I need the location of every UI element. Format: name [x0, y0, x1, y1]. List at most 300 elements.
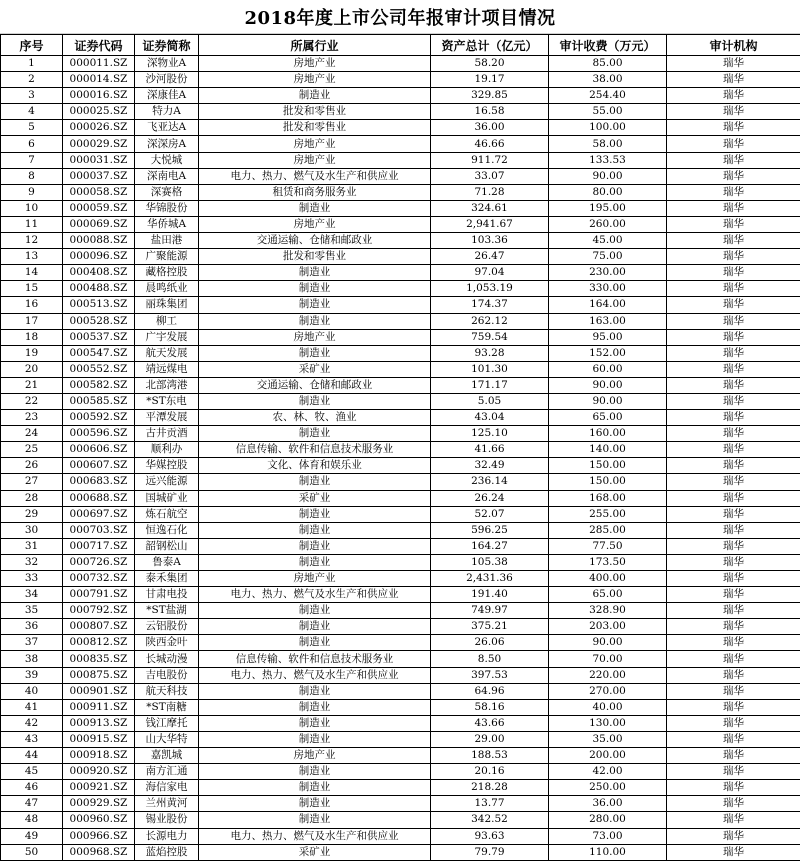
total-assets-cell: 93.63	[431, 828, 549, 844]
audit-fee-cell: 100.00	[549, 120, 667, 136]
col-header-fee: 审计收费（万元）	[549, 35, 667, 56]
audit-fee-cell: 60.00	[549, 361, 667, 377]
stock-name-cell: 特力A	[135, 104, 199, 120]
stock-name-cell: 泰禾集团	[135, 571, 199, 587]
audit-firm-cell: 瑞华	[667, 361, 800, 377]
audit-firm-cell: 瑞华	[667, 249, 800, 265]
audit-fee-cell: 75.00	[549, 249, 667, 265]
row-index-cell: 10	[1, 200, 63, 216]
stock-code-cell: 000026.SZ	[63, 120, 135, 136]
stock-name-cell: 吉电股份	[135, 667, 199, 683]
audit-fee-cell: 328.90	[549, 603, 667, 619]
stock-code-cell: 000697.SZ	[63, 506, 135, 522]
row-index-cell: 16	[1, 297, 63, 313]
stock-name-cell: 深深房A	[135, 136, 199, 152]
audit-fee-cell: 160.00	[549, 426, 667, 442]
table-row	[1, 651, 800, 667]
table-row	[1, 522, 800, 538]
row-index-cell: 8	[1, 168, 63, 184]
audit-firm-cell: 瑞华	[667, 828, 800, 844]
stock-name-cell: 深物业A	[135, 56, 199, 72]
stock-name-cell: 丽珠集团	[135, 297, 199, 313]
table-row	[1, 635, 800, 651]
industry-cell: 电力、热力、燃气及水生产和供应业	[199, 587, 431, 603]
audit-firm-cell: 瑞华	[667, 587, 800, 603]
industry-cell: 交通运输、仓储和邮政业	[199, 233, 431, 249]
table-row	[1, 603, 800, 619]
industry-cell: 制造业	[199, 635, 431, 651]
audit-firm-cell: 瑞华	[667, 458, 800, 474]
stock-name-cell: *ST南糖	[135, 699, 199, 715]
stock-name-cell: 陕西金叶	[135, 635, 199, 651]
total-assets-cell: 43.66	[431, 715, 549, 731]
table-row	[1, 426, 800, 442]
total-assets-cell: 93.28	[431, 345, 549, 361]
audit-fee-cell: 95.00	[549, 329, 667, 345]
audit-firm-cell: 瑞华	[667, 442, 800, 458]
audit-fee-cell: 38.00	[549, 72, 667, 88]
industry-cell: 制造业	[199, 715, 431, 731]
industry-cell: 采矿业	[199, 490, 431, 506]
total-assets-cell: 262.12	[431, 313, 549, 329]
table-row	[1, 168, 800, 184]
stock-code-cell: 000606.SZ	[63, 442, 135, 458]
audit-firm-cell: 瑞华	[667, 168, 800, 184]
row-index-cell: 11	[1, 216, 63, 232]
audit-fee-cell: 130.00	[549, 715, 667, 731]
table-row	[1, 538, 800, 554]
audit-fee-cell: 173.50	[549, 554, 667, 570]
row-index-cell: 15	[1, 281, 63, 297]
row-index-cell: 24	[1, 426, 63, 442]
table-row	[1, 748, 800, 764]
row-index-cell: 2	[1, 72, 63, 88]
table-row	[1, 88, 800, 104]
stock-code-cell: 000528.SZ	[63, 313, 135, 329]
stock-name-cell: 甘肃电投	[135, 587, 199, 603]
stock-code-cell: 000913.SZ	[63, 715, 135, 731]
stock-code-cell: 000968.SZ	[63, 844, 135, 860]
table-row	[1, 619, 800, 635]
row-index-cell: 37	[1, 635, 63, 651]
audit-fee-cell: 90.00	[549, 635, 667, 651]
row-index-cell: 50	[1, 844, 63, 860]
row-index-cell: 6	[1, 136, 63, 152]
industry-cell: 制造业	[199, 603, 431, 619]
audit-fee-cell: 230.00	[549, 265, 667, 281]
table-row	[1, 812, 800, 828]
total-assets-cell: 188.53	[431, 748, 549, 764]
stock-name-cell: 长城动漫	[135, 651, 199, 667]
stock-name-cell: 柳工	[135, 313, 199, 329]
table-row	[1, 458, 800, 474]
industry-cell: 制造业	[199, 522, 431, 538]
stock-name-cell: 远兴能源	[135, 474, 199, 490]
audit-firm-cell: 瑞华	[667, 474, 800, 490]
stock-code-cell: 000059.SZ	[63, 200, 135, 216]
table-row	[1, 699, 800, 715]
stock-name-cell: 山大华特	[135, 731, 199, 747]
col-header-index: 序号	[1, 35, 63, 56]
row-index-cell: 29	[1, 506, 63, 522]
table-row	[1, 329, 800, 345]
stock-code-cell: 000014.SZ	[63, 72, 135, 88]
stock-name-cell: 南方汇通	[135, 764, 199, 780]
table-row	[1, 184, 800, 200]
stock-code-cell: 000596.SZ	[63, 426, 135, 442]
table-row	[1, 715, 800, 731]
industry-cell: 房地产业	[199, 56, 431, 72]
row-index-cell: 27	[1, 474, 63, 490]
table-row	[1, 780, 800, 796]
row-index-cell: 39	[1, 667, 63, 683]
stock-name-cell: 航天发展	[135, 345, 199, 361]
total-assets-cell: 101.30	[431, 361, 549, 377]
stock-code-cell: 000607.SZ	[63, 458, 135, 474]
audit-firm-cell: 瑞华	[667, 200, 800, 216]
total-assets-cell: 52.07	[431, 506, 549, 522]
audit-fee-cell: 280.00	[549, 812, 667, 828]
audit-fee-cell: 90.00	[549, 377, 667, 393]
total-assets-cell: 19.17	[431, 72, 549, 88]
stock-name-cell: 平潭发展	[135, 410, 199, 426]
audit-firm-cell: 瑞华	[667, 216, 800, 232]
audit-firm-cell: 瑞华	[667, 329, 800, 345]
row-index-cell: 41	[1, 699, 63, 715]
total-assets-cell: 218.28	[431, 780, 549, 796]
audit-fee-cell: 220.00	[549, 667, 667, 683]
audit-fee-cell: 65.00	[549, 587, 667, 603]
stock-code-cell: 000069.SZ	[63, 216, 135, 232]
stock-name-cell: 顺利办	[135, 442, 199, 458]
audit-firm-cell: 瑞华	[667, 393, 800, 409]
industry-cell: 房地产业	[199, 152, 431, 168]
total-assets-cell: 58.16	[431, 699, 549, 715]
audit-fee-cell: 65.00	[549, 410, 667, 426]
stock-name-cell: 深赛格	[135, 184, 199, 200]
stock-code-cell: 000011.SZ	[63, 56, 135, 72]
stock-code-cell: 000037.SZ	[63, 168, 135, 184]
total-assets-cell: 236.14	[431, 474, 549, 490]
audit-fee-cell: 400.00	[549, 571, 667, 587]
table-row	[1, 764, 800, 780]
row-index-cell: 42	[1, 715, 63, 731]
stock-code-cell: 000920.SZ	[63, 764, 135, 780]
title-row	[0, 0, 800, 34]
stock-code-cell: 000901.SZ	[63, 683, 135, 699]
audit-fee-cell: 133.53	[549, 152, 667, 168]
table-row	[1, 120, 800, 136]
table-row	[1, 393, 800, 409]
col-header-industry: 所属行业	[199, 35, 431, 56]
audit-firm-cell: 瑞华	[667, 731, 800, 747]
row-index-cell: 46	[1, 780, 63, 796]
stock-code-cell: 000408.SZ	[63, 265, 135, 281]
industry-cell: 制造业	[199, 281, 431, 297]
audit-fee-cell: 270.00	[549, 683, 667, 699]
industry-cell: 制造业	[199, 297, 431, 313]
stock-name-cell: 广聚能源	[135, 249, 199, 265]
industry-cell: 制造业	[199, 426, 431, 442]
audit-firm-cell: 瑞华	[667, 56, 800, 72]
audit-fee-cell: 42.00	[549, 764, 667, 780]
audit-fee-cell: 80.00	[549, 184, 667, 200]
stock-code-cell: 000088.SZ	[63, 233, 135, 249]
col-header-name: 证券简称	[135, 35, 199, 56]
stock-code-cell: 000835.SZ	[63, 651, 135, 667]
col-header-assets: 资产总计（亿元）	[431, 35, 549, 56]
total-assets-cell: 911.72	[431, 152, 549, 168]
audit-fee-cell: 250.00	[549, 780, 667, 796]
industry-cell: 制造业	[199, 345, 431, 361]
total-assets-cell: 29.00	[431, 731, 549, 747]
audit-fee-cell: 285.00	[549, 522, 667, 538]
row-index-cell: 36	[1, 619, 63, 635]
audit-fee-cell: 35.00	[549, 731, 667, 747]
audit-firm-cell: 瑞华	[667, 136, 800, 152]
audit-firm-cell: 瑞华	[667, 490, 800, 506]
industry-cell: 租赁和商务服务业	[199, 184, 431, 200]
audit-firm-cell: 瑞华	[667, 522, 800, 538]
table-row	[1, 683, 800, 699]
row-index-cell: 4	[1, 104, 63, 120]
stock-code-cell: 000025.SZ	[63, 104, 135, 120]
audit-fee-cell: 200.00	[549, 748, 667, 764]
total-assets-cell: 26.06	[431, 635, 549, 651]
stock-code-cell: 000921.SZ	[63, 780, 135, 796]
industry-cell: 采矿业	[199, 361, 431, 377]
table-row	[1, 844, 800, 860]
row-index-cell: 32	[1, 554, 63, 570]
total-assets-cell: 43.04	[431, 410, 549, 426]
stock-name-cell: 韶钢松山	[135, 538, 199, 554]
audit-fee-cell: 73.00	[549, 828, 667, 844]
audit-firm-cell: 瑞华	[667, 120, 800, 136]
header-row	[1, 35, 800, 56]
industry-cell: 制造业	[199, 200, 431, 216]
total-assets-cell: 79.79	[431, 844, 549, 860]
audit-fee-cell: 163.00	[549, 313, 667, 329]
table-row	[1, 828, 800, 844]
table-row	[1, 56, 800, 72]
audit-firm-cell: 瑞华	[667, 651, 800, 667]
table-row	[1, 249, 800, 265]
stock-name-cell: 沙河股份	[135, 72, 199, 88]
row-index-cell: 5	[1, 120, 63, 136]
industry-cell: 制造业	[199, 619, 431, 635]
audit-fee-cell: 168.00	[549, 490, 667, 506]
total-assets-cell: 36.00	[431, 120, 549, 136]
stock-code-cell: 000488.SZ	[63, 281, 135, 297]
industry-cell: 批发和零售业	[199, 104, 431, 120]
audit-firm-cell: 瑞华	[667, 233, 800, 249]
stock-name-cell: 深康佳A	[135, 88, 199, 104]
stock-code-cell: 000058.SZ	[63, 184, 135, 200]
audit-fee-cell: 77.50	[549, 538, 667, 554]
audit-firm-cell: 瑞华	[667, 780, 800, 796]
audit-firm-cell: 瑞华	[667, 683, 800, 699]
industry-cell: 电力、热力、燃气及水生产和供应业	[199, 667, 431, 683]
row-index-cell: 7	[1, 152, 63, 168]
industry-cell: 制造业	[199, 474, 431, 490]
total-assets-cell: 26.47	[431, 249, 549, 265]
stock-code-cell: 000592.SZ	[63, 410, 135, 426]
stock-name-cell: 华侨城A	[135, 216, 199, 232]
stock-code-cell: 000929.SZ	[63, 796, 135, 812]
industry-cell: 制造业	[199, 796, 431, 812]
row-index-cell: 40	[1, 683, 63, 699]
stock-code-cell: 000726.SZ	[63, 554, 135, 570]
stock-name-cell: 嘉凯城	[135, 748, 199, 764]
industry-cell: 交通运输、仓储和邮政业	[199, 377, 431, 393]
industry-cell: 制造业	[199, 88, 431, 104]
industry-cell: 制造业	[199, 554, 431, 570]
audit-fee-cell: 58.00	[549, 136, 667, 152]
total-assets-cell: 164.27	[431, 538, 549, 554]
total-assets-cell: 20.16	[431, 764, 549, 780]
total-assets-cell: 32.49	[431, 458, 549, 474]
table-row	[1, 104, 800, 120]
stock-name-cell: 长源电力	[135, 828, 199, 844]
stock-name-cell: 兰州黄河	[135, 796, 199, 812]
stock-name-cell: 深南电A	[135, 168, 199, 184]
industry-cell: 批发和零售业	[199, 120, 431, 136]
table-row	[1, 152, 800, 168]
table-row	[1, 796, 800, 812]
stock-name-cell: 蓝焰控股	[135, 844, 199, 860]
industry-cell: 制造业	[199, 780, 431, 796]
total-assets-cell: 97.04	[431, 265, 549, 281]
industry-cell: 电力、热力、燃气及水生产和供应业	[199, 828, 431, 844]
table-row	[1, 345, 800, 361]
total-assets-cell: 342.52	[431, 812, 549, 828]
industry-cell: 房地产业	[199, 748, 431, 764]
audit-firm-cell: 瑞华	[667, 635, 800, 651]
col-header-code: 证券代码	[63, 35, 135, 56]
table-row	[1, 200, 800, 216]
stock-code-cell: 000547.SZ	[63, 345, 135, 361]
total-assets-cell: 16.58	[431, 104, 549, 120]
stock-code-cell: 000582.SZ	[63, 377, 135, 393]
stock-code-cell: 000513.SZ	[63, 297, 135, 313]
audit-firm-cell: 瑞华	[667, 571, 800, 587]
stock-code-cell: 000732.SZ	[63, 571, 135, 587]
table-row	[1, 442, 800, 458]
table-row	[1, 731, 800, 747]
audit-firm-cell: 瑞华	[667, 265, 800, 281]
table-row	[1, 587, 800, 603]
stock-code-cell: 000911.SZ	[63, 699, 135, 715]
audit-fee-cell: 110.00	[549, 844, 667, 860]
total-assets-cell: 13.77	[431, 796, 549, 812]
row-index-cell: 13	[1, 249, 63, 265]
total-assets-cell: 41.66	[431, 442, 549, 458]
audit-firm-cell: 瑞华	[667, 297, 800, 313]
table-row	[1, 490, 800, 506]
total-assets-cell: 125.10	[431, 426, 549, 442]
row-index-cell: 17	[1, 313, 63, 329]
industry-cell: 电力、热力、燃气及水生产和供应业	[199, 168, 431, 184]
stock-name-cell: 锡业股份	[135, 812, 199, 828]
stock-name-cell: 华锦股份	[135, 200, 199, 216]
table-row	[1, 297, 800, 313]
audit-firm-cell: 瑞华	[667, 377, 800, 393]
audit-firm-cell: 瑞华	[667, 345, 800, 361]
audit-firm-cell: 瑞华	[667, 313, 800, 329]
row-index-cell: 19	[1, 345, 63, 361]
audit-firm-cell: 瑞华	[667, 88, 800, 104]
stock-code-cell: 000812.SZ	[63, 635, 135, 651]
stock-code-cell: 000016.SZ	[63, 88, 135, 104]
page-title: 2018年度上市公司年报审计项目情况	[244, 7, 556, 29]
audit-firm-cell: 瑞华	[667, 554, 800, 570]
audit-firm-cell: 瑞华	[667, 184, 800, 200]
stock-name-cell: 飞亚达A	[135, 120, 199, 136]
industry-cell: 制造业	[199, 699, 431, 715]
total-assets-cell: 397.53	[431, 667, 549, 683]
stock-code-cell: 000552.SZ	[63, 361, 135, 377]
total-assets-cell: 103.36	[431, 233, 549, 249]
row-index-cell: 44	[1, 748, 63, 764]
table-row	[1, 216, 800, 232]
audit-table	[0, 34, 800, 861]
stock-code-cell: 000915.SZ	[63, 731, 135, 747]
stock-code-cell: 000791.SZ	[63, 587, 135, 603]
audit-fee-cell: 90.00	[549, 393, 667, 409]
total-assets-cell: 58.20	[431, 56, 549, 72]
table-row	[1, 554, 800, 570]
table-row	[1, 281, 800, 297]
stock-name-cell: 国城矿业	[135, 490, 199, 506]
stock-code-cell: 000688.SZ	[63, 490, 135, 506]
stock-name-cell: 炼石航空	[135, 506, 199, 522]
stock-name-cell: 钱江摩托	[135, 715, 199, 731]
row-index-cell: 23	[1, 410, 63, 426]
total-assets-cell: 46.66	[431, 136, 549, 152]
industry-cell: 房地产业	[199, 136, 431, 152]
audit-firm-cell: 瑞华	[667, 152, 800, 168]
stock-name-cell: 大悦城	[135, 152, 199, 168]
audit-fee-cell: 55.00	[549, 104, 667, 120]
stock-code-cell: 000875.SZ	[63, 667, 135, 683]
audit-fee-cell: 260.00	[549, 216, 667, 232]
total-assets-cell: 8.50	[431, 651, 549, 667]
row-index-cell: 18	[1, 329, 63, 345]
audit-fee-cell: 164.00	[549, 297, 667, 313]
row-index-cell: 31	[1, 538, 63, 554]
total-assets-cell: 1,053.19	[431, 281, 549, 297]
stock-name-cell: 海信家电	[135, 780, 199, 796]
stock-name-cell: 晨鸣纸业	[135, 281, 199, 297]
stock-name-cell: 藏格控股	[135, 265, 199, 281]
stock-name-cell: 恒逸石化	[135, 522, 199, 538]
row-index-cell: 48	[1, 812, 63, 828]
stock-code-cell: 000585.SZ	[63, 393, 135, 409]
stock-name-cell: 古井贡酒	[135, 426, 199, 442]
table-row	[1, 233, 800, 249]
industry-cell: 制造业	[199, 506, 431, 522]
stock-code-cell: 000960.SZ	[63, 812, 135, 828]
row-index-cell: 1	[1, 56, 63, 72]
audit-firm-cell: 瑞华	[667, 699, 800, 715]
stock-code-cell: 000537.SZ	[63, 329, 135, 345]
row-index-cell: 9	[1, 184, 63, 200]
industry-cell: 制造业	[199, 731, 431, 747]
audit-firm-cell: 瑞华	[667, 281, 800, 297]
row-index-cell: 3	[1, 88, 63, 104]
total-assets-cell: 174.37	[431, 297, 549, 313]
audit-firm-cell: 瑞华	[667, 812, 800, 828]
